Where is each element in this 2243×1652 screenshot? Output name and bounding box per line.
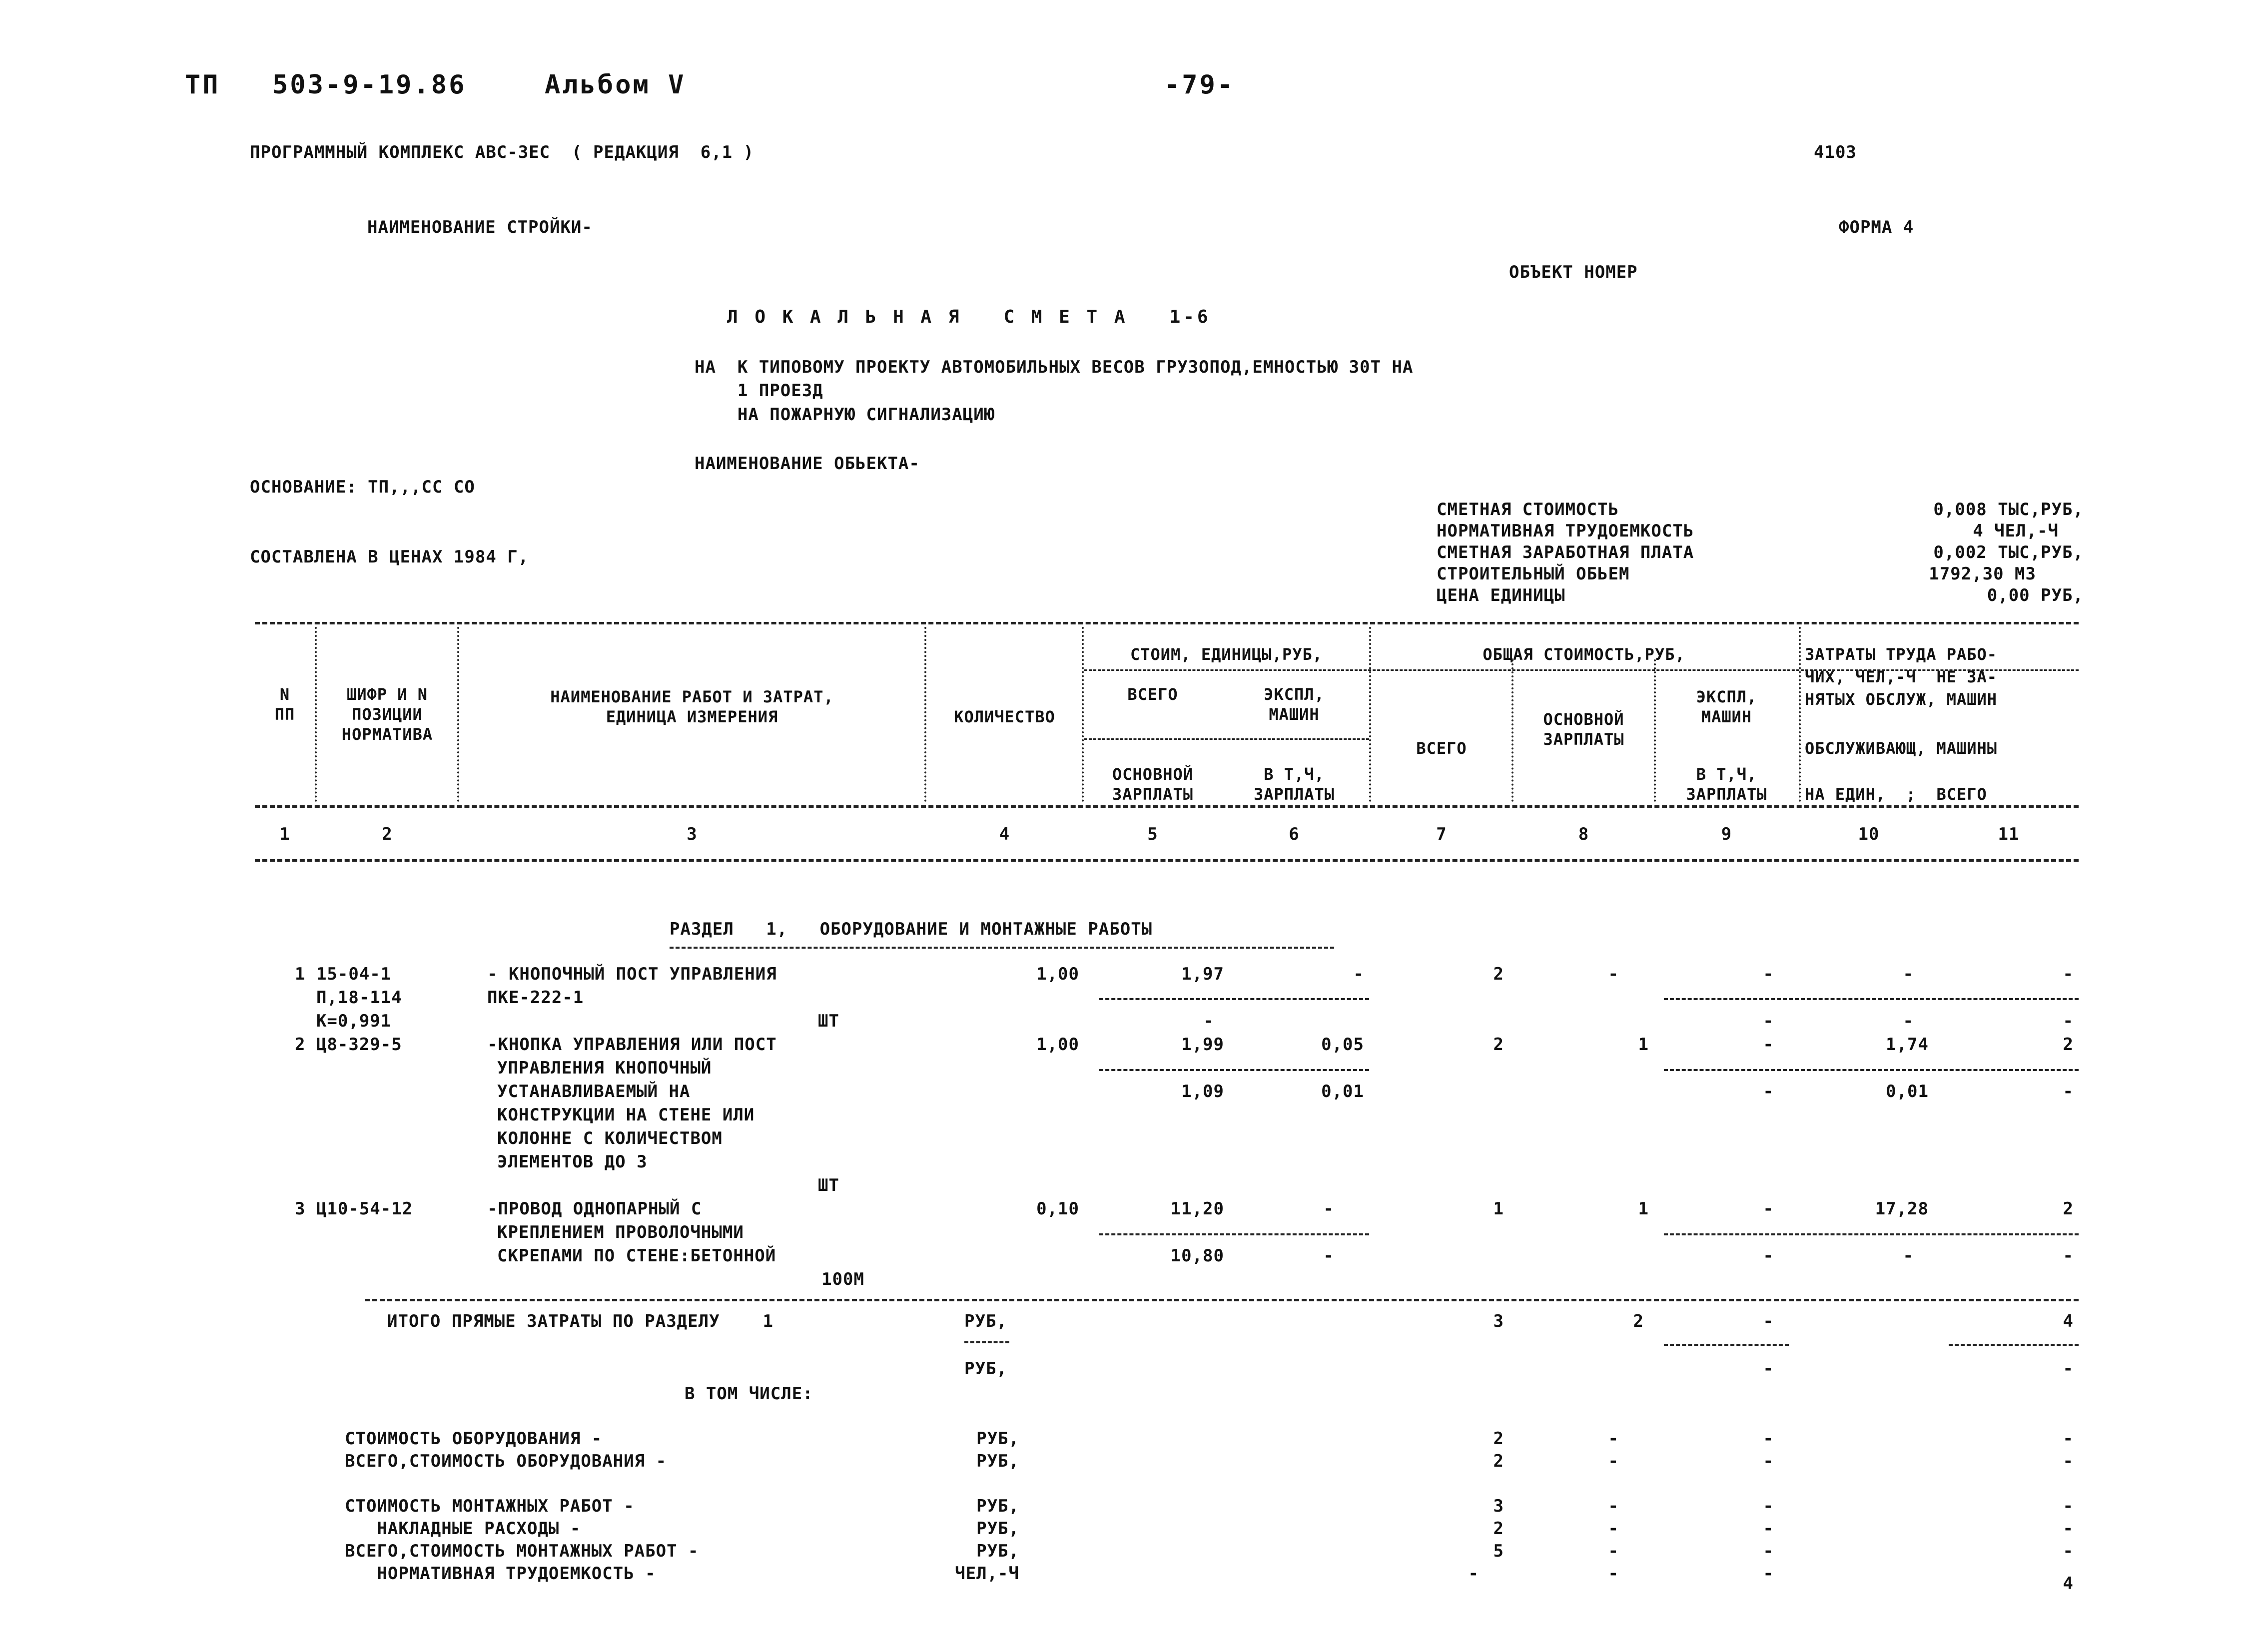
row-name: УПРАВЛЕНИЯ КНОПОЧНЫЙ xyxy=(497,1058,712,1078)
basis-line: ОСНОВАНИЕ: ТП,,,СС СО xyxy=(250,477,475,497)
direct-labor-total: - xyxy=(2063,1359,2074,1379)
total-line-value: 2 xyxy=(1493,1519,1504,1539)
total-line-value: 2 xyxy=(1493,1429,1504,1449)
document-title: Л О К А Л Ь Н А Я С М Е Т А 1-6 xyxy=(727,307,1211,327)
row-labor-unit: - xyxy=(1903,964,1914,984)
row-total-incl: - xyxy=(1763,1082,1774,1101)
total-line-value: 4 xyxy=(2063,1574,2074,1594)
row-labor-total: 2 xyxy=(2063,1199,2074,1219)
summary-value: 1792,30 М3 xyxy=(1929,564,2036,584)
total-line-label: НАКЛАДНЫЕ РАСХОДЫ - xyxy=(345,1519,581,1539)
row-name: КОНСТРУКЦИИ НА СТЕНЕ ИЛИ xyxy=(497,1105,755,1125)
section-title: РАЗДЕЛ 1, ОБОРУДОВАНИЕ И МОНТАЖНЫЕ РАБОТЫ xyxy=(670,919,1153,939)
row-unit: ШТ xyxy=(818,1011,839,1031)
column-divider xyxy=(457,627,459,802)
row-unit-mach: - xyxy=(1323,1199,1334,1219)
header-name: НАИМЕНОВАНИЕ РАБОТ И ЗАТРАТ, xyxy=(550,687,834,706)
total-line-value: - xyxy=(2063,1519,2074,1539)
total-line-unit: РУБ, xyxy=(976,1451,1019,1471)
row-total-mach: - xyxy=(1763,964,1774,984)
summary-label: СТРОИТЕЛЬНЫЙ ОБЬЕМ xyxy=(1437,564,1630,584)
total-line-value: - xyxy=(2063,1451,2074,1471)
summary-label: ЦЕНА ЕДИНИЦЫ xyxy=(1437,585,1565,605)
total-line-label: ВСЕГО,СТОИМОСТЬ ОБОРУДОВАНИЯ - xyxy=(345,1451,667,1471)
header-name: ЕДИНИЦА ИЗМЕРЕНИЯ xyxy=(606,707,778,726)
header-total-incl: ЗАРПЛАТЫ xyxy=(1686,785,1767,804)
total-line-label: СТОИМОСТЬ МОНТАЖНЫХ РАБОТ - xyxy=(345,1496,635,1516)
row-name: ЭЛЕМЕНТОВ ДО 3 xyxy=(497,1152,648,1172)
row-cipher: 1 15-04-1 xyxy=(295,964,392,984)
row-unit-base: - xyxy=(1203,1011,1214,1031)
tp-label: ТП xyxy=(185,70,220,100)
total-line-label: СТОИМОСТЬ ОБОРУДОВАНИЯ - xyxy=(345,1429,603,1449)
row-total: 2 xyxy=(1493,964,1504,984)
cell-rule xyxy=(1099,998,1369,1000)
row-labor-unit: 17,28 xyxy=(1875,1199,1929,1219)
column-divider xyxy=(315,627,317,802)
row-cipher: 2 Ц8-329-5 xyxy=(295,1035,402,1055)
total-line-unit: РУБ, xyxy=(976,1541,1019,1561)
header-unit-base: ОСНОВНОЙ xyxy=(1112,765,1194,784)
summary-value: 4 ЧЕЛ,-Ч xyxy=(1973,521,2059,541)
summary-label: СМЕТНАЯ ЗАРАБОТНАЯ ПЛАТА xyxy=(1437,543,1694,562)
column-number: 6 xyxy=(1289,824,1300,844)
header-cipher: ШИФР И N xyxy=(346,685,428,704)
row-total: 2 xyxy=(1493,1035,1504,1055)
header-total-mach: ЭКСПЛ, xyxy=(1696,687,1757,706)
totals-rule xyxy=(365,1299,2079,1301)
table-rule xyxy=(255,622,2079,624)
row-labor-total: - xyxy=(2063,1011,2074,1031)
subject-line: НА ПОЖАРНУЮ СИГНАЛИЗАЦИЮ xyxy=(695,405,995,425)
row-name: КРЕПЛЕНИЕМ ПРОВОЛОЧНЫМИ xyxy=(497,1222,744,1242)
column-number: 1 xyxy=(279,824,290,844)
row-qty: 1,00 xyxy=(1036,964,1079,984)
cell-rule xyxy=(1949,1344,2079,1346)
row-qty: 0,10 xyxy=(1036,1199,1079,1219)
header-labor: ЧИХ, ЧЕЛ,-Ч НЕ ЗА- xyxy=(1805,667,1998,686)
total-line-value: - xyxy=(2063,1496,2074,1516)
project-code: 503-9-19.86 xyxy=(272,70,467,100)
total-line-label: ВСЕГО,СТОИМОСТЬ МОНТАЖНЫХ РАБОТ - xyxy=(345,1541,699,1561)
direct-total-base: 2 xyxy=(1633,1311,1644,1331)
direct-total-mach: - xyxy=(1763,1359,1774,1379)
compiled-line: СОСТАВЛЕНА В ЦЕНАХ 1984 Г, xyxy=(250,547,529,567)
row-labor-total: - xyxy=(2063,1246,2074,1266)
header-labor-cols: НА ЕДИН, ; ВСЕГО xyxy=(1805,785,1987,804)
cell-rule xyxy=(1664,998,2079,1000)
header-total-base: ОСНОВНОЙ xyxy=(1543,710,1624,729)
header-unit-total: ВСЕГО xyxy=(1127,685,1178,704)
header-total-mach: МАШИН xyxy=(1701,707,1752,726)
cell-rule xyxy=(964,1341,1009,1343)
row-unit: ШТ xyxy=(818,1175,839,1195)
total-line-value: - xyxy=(1608,1451,1619,1471)
column-divider xyxy=(1082,627,1084,802)
column-number: 11 xyxy=(1998,824,2020,844)
row-total-mach: - xyxy=(1763,1199,1774,1219)
direct-costs-unit: РУБ, xyxy=(964,1359,1007,1379)
row-name: КОЛОННЕ С КОЛИЧЕСТВОМ xyxy=(497,1128,723,1148)
header-cipher: ПОЗИЦИИ xyxy=(352,705,423,724)
column-number: 7 xyxy=(1436,824,1447,844)
total-line-unit: РУБ, xyxy=(976,1496,1019,1516)
total-line-value: - xyxy=(2063,1429,2074,1449)
row-name: УСТАНАВЛИВАЕМЫЙ НА xyxy=(497,1082,691,1101)
total-line-value: - xyxy=(1763,1451,1774,1471)
column-number: 2 xyxy=(382,824,393,844)
total-line-value: - xyxy=(2063,1541,2074,1561)
total-line-value: 2 xyxy=(1493,1451,1504,1471)
header-unit-incl: В Т,Ч, xyxy=(1264,765,1325,784)
total-line-value: - xyxy=(1763,1519,1774,1539)
column-number: 10 xyxy=(1858,824,1880,844)
total-line-value: - xyxy=(1763,1564,1774,1584)
direct-costs-label: ИТОГО ПРЯМЫЕ ЗАТРАТЫ ПО РАЗДЕЛУ 1 xyxy=(387,1311,773,1331)
row-unit-total: 1,97 xyxy=(1181,964,1224,984)
header-total-incl: В Т,Ч, xyxy=(1696,765,1757,784)
object-number-label: ОБЪЕКТ НОМЕР xyxy=(1509,262,1638,282)
row-unit-total: 11,20 xyxy=(1170,1199,1224,1219)
summary-value: 0,008 ТЫС,РУБ, xyxy=(1933,500,2084,520)
row-name: -КНОПКА УПРАВЛЕНИЯ ИЛИ ПОСТ xyxy=(487,1035,777,1055)
total-line-value: - xyxy=(1763,1496,1774,1516)
subject-line: 1 ПРОЕЗД xyxy=(695,381,823,401)
cell-rule xyxy=(1664,1069,2079,1071)
header-unit-incl: ЗАРПЛАТЫ xyxy=(1253,785,1335,804)
album-label: Альбом V xyxy=(545,70,686,100)
row-unit-incl: - xyxy=(1323,1246,1334,1266)
cell-rule xyxy=(1664,1233,2079,1235)
row-cipher: П,18-114 xyxy=(295,988,402,1008)
header-cipher: НОРМАТИВА xyxy=(341,725,433,744)
row-total-base: 1 xyxy=(1638,1199,1649,1219)
cell-rule xyxy=(1099,1069,1369,1071)
row-total-incl: - xyxy=(1763,1011,1774,1031)
column-number: 3 xyxy=(687,824,698,844)
direct-total-mach: - xyxy=(1763,1311,1774,1331)
row-unit-total: 1,99 xyxy=(1181,1035,1224,1055)
column-divider xyxy=(1799,627,1801,802)
row-unit: 100М xyxy=(821,1269,864,1289)
header-total-base: ЗАРПЛАТЫ xyxy=(1543,730,1624,749)
row-total: 1 xyxy=(1493,1199,1504,1219)
total-line-value: - xyxy=(1763,1429,1774,1449)
total-line-value: - xyxy=(1608,1429,1619,1449)
row-name: -ПРОВОД ОДНОПАРНЫЙ С xyxy=(487,1199,702,1219)
row-labor-unit: - xyxy=(1903,1011,1914,1031)
summary-label: НОРМАТИВНАЯ ТРУДОЕМКОСТЬ xyxy=(1437,521,1694,541)
form-label: ФОРМА 4 xyxy=(1839,217,1914,237)
construction-name-label: НАИМЕНОВАНИЕ СТРОЙКИ- xyxy=(367,217,593,237)
total-line-value: 5 xyxy=(1493,1541,1504,1561)
header-n: ПП xyxy=(274,705,295,724)
column-divider xyxy=(924,627,926,802)
header-total-all: ВСЕГО xyxy=(1416,739,1467,758)
direct-labor-total: 4 xyxy=(2063,1311,2074,1331)
row-total-base: - xyxy=(1608,964,1619,984)
total-line-value: - xyxy=(1608,1541,1619,1561)
program-number: 4103 xyxy=(1814,142,1857,162)
total-line-value: - xyxy=(1608,1496,1619,1516)
summary-label: СМЕТНАЯ СТОИМОСТЬ xyxy=(1437,500,1619,520)
direct-total: 3 xyxy=(1493,1311,1504,1331)
column-number: 5 xyxy=(1147,824,1158,844)
total-line-value: - xyxy=(1608,1519,1619,1539)
column-divider xyxy=(1654,659,1656,802)
total-line-value: - xyxy=(1608,1564,1619,1584)
row-unit-base: 10,80 xyxy=(1170,1246,1224,1266)
total-line-unit: РУБ, xyxy=(976,1519,1019,1539)
total-line-label: НОРМАТИВНАЯ ТРУДОЕМКОСТЬ - xyxy=(345,1564,656,1584)
header-unit-base: ЗАРПЛАТЫ xyxy=(1112,785,1194,804)
row-name: ПКЕ-222-1 xyxy=(487,988,584,1008)
header-qty: КОЛИЧЕСТВО xyxy=(954,707,1055,726)
page-number: -79- xyxy=(1164,70,1235,100)
header-unit-mach: МАШИН xyxy=(1269,705,1320,724)
program-line: ПРОГРАММНЫЙ КОМПЛЕКС АВС-3ЕС ( РЕДАКЦИЯ 6,1 ) xyxy=(250,142,754,162)
direct-costs-unit: РУБ, xyxy=(964,1311,1007,1331)
column-divider xyxy=(1511,659,1513,802)
cell-rule xyxy=(1664,1344,1789,1346)
total-line-value: 3 xyxy=(1493,1496,1504,1516)
header-subrule xyxy=(1084,738,1369,740)
section-underline xyxy=(670,947,1334,949)
column-number: 4 xyxy=(999,824,1010,844)
subject-line: НА К ТИПОВОМУ ПРОЕКТУ АВТОМОБИЛЬНЫХ ВЕСОВ ГРУЗОПОД,ЕМНОСТЬЮ 30Т НА xyxy=(695,357,1414,377)
row-labor-total: - xyxy=(2063,1082,2074,1101)
row-labor-total: - xyxy=(2063,964,2074,984)
row-total-base: 1 xyxy=(1638,1035,1649,1055)
header-n: N xyxy=(279,685,290,704)
row-qty: 1,00 xyxy=(1036,1035,1079,1055)
row-labor-unit: 0,01 xyxy=(1886,1082,1929,1101)
column-number: 9 xyxy=(1721,824,1732,844)
row-unit-mach: 0,05 xyxy=(1321,1035,1364,1055)
header-unit-mach: ЭКСПЛ, xyxy=(1264,685,1325,704)
row-unit-mach: - xyxy=(1353,964,1364,984)
row-total-mach: - xyxy=(1763,1035,1774,1055)
summary-value: 0,00 РУБ, xyxy=(1987,585,2084,605)
table-rule xyxy=(255,859,2079,862)
total-line-value: - xyxy=(1763,1541,1774,1561)
row-cipher: К=0,991 xyxy=(295,1011,392,1031)
row-unit-base: 1,09 xyxy=(1181,1082,1224,1101)
header-unit-cost: СТОИМ, ЕДИНИЦЫ,РУБ, xyxy=(1130,645,1323,664)
including-label: В ТОМ ЧИСЛЕ: xyxy=(685,1384,813,1404)
row-name: СКРЕПАМИ ПО СТЕНЕ:БЕТОННОЙ xyxy=(497,1246,776,1266)
row-labor-total: 2 xyxy=(2063,1035,2074,1055)
row-name: - КНОПОЧНЫЙ ПОСТ УПРАВЛЕНИЯ xyxy=(487,964,777,984)
total-line-value: - xyxy=(1468,1564,1479,1584)
total-line-unit: РУБ, xyxy=(976,1429,1019,1449)
total-line-unit: ЧЕЛ,-Ч xyxy=(955,1564,1019,1584)
header-labor: ЗАТРАТЫ ТРУДА РАБО- xyxy=(1805,645,1998,664)
header-labor-sub: ОБСЛУЖИВАЮЩ, МАШИНЫ xyxy=(1805,739,1998,758)
row-cipher: 3 Ц10-54-12 xyxy=(295,1199,413,1219)
column-number: 8 xyxy=(1578,824,1589,844)
summary-value: 0,002 ТЫС,РУБ, xyxy=(1933,543,2084,562)
row-total-incl: - xyxy=(1763,1246,1774,1266)
header-labor: НЯТЫХ ОБСЛУЖ, МАШИН xyxy=(1805,690,1998,709)
cell-rule xyxy=(1099,1233,1369,1235)
column-divider xyxy=(1369,627,1371,802)
row-labor-unit: - xyxy=(1903,1246,1914,1266)
table-rule xyxy=(255,805,2079,808)
header-total-cost: ОБЩАЯ СТОИМОСТЬ,РУБ, xyxy=(1483,645,1685,664)
row-labor-unit: 1,74 xyxy=(1886,1035,1929,1055)
object-name-label: НАИМЕНОВАНИЕ ОБЬЕКТА- xyxy=(695,454,920,474)
row-unit-incl: 0,01 xyxy=(1321,1082,1364,1101)
